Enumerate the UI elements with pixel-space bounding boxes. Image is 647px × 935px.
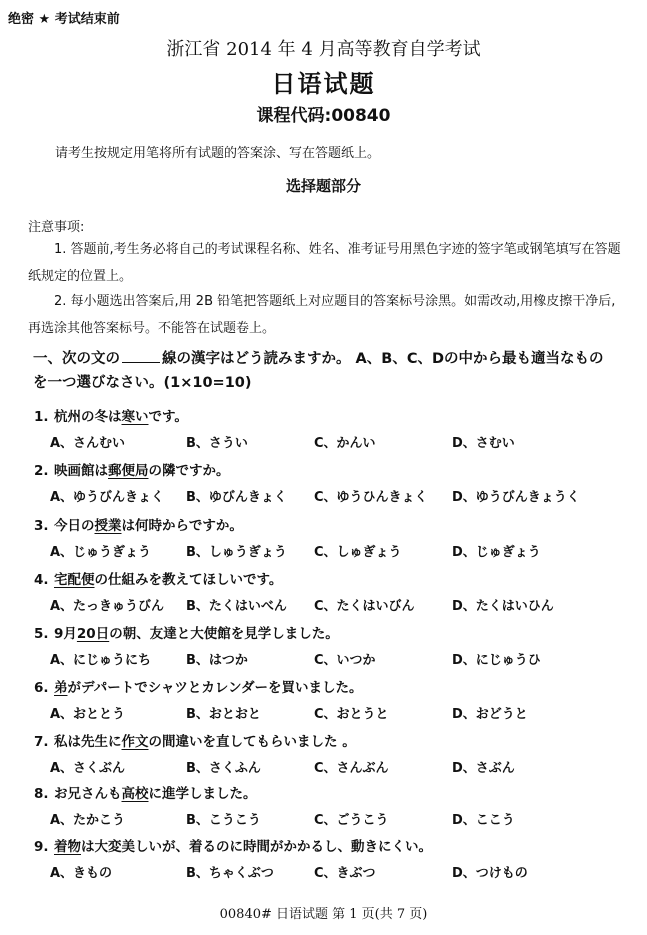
option-d: D、ここう: [452, 813, 515, 828]
option-b: B、しゅうぎょう: [186, 545, 287, 560]
question-6: [34, 676, 363, 696]
underlined-kanji: 着物: [54, 839, 81, 855]
option-c: C、しゅぎょう: [314, 545, 402, 560]
question-text-pre: 映画館は: [54, 463, 108, 479]
underlined-kanji: 20日: [76, 626, 110, 642]
question-text-pre: 今日の: [54, 518, 95, 534]
option-c: C、おとうと: [314, 707, 389, 722]
option-c: C、きぶつ: [314, 866, 376, 881]
option-b: B、こうこう: [186, 813, 261, 828]
notes-heading: 注意事项:: [28, 220, 85, 235]
option-a: A、たっきゅうびん: [50, 599, 165, 614]
option-b: B、おとおと: [186, 707, 261, 722]
course-code: 课程代码:00840: [256, 106, 391, 126]
option-d: D、たくはいひん: [452, 599, 554, 614]
underlined-kanji: 授業: [94, 518, 122, 534]
question-number: 3.: [34, 518, 49, 534]
underlined-kanji: 宅配便: [54, 572, 95, 588]
option-b: B、さくふん: [186, 761, 261, 776]
option-b: B、たくはいべん: [186, 599, 287, 614]
question-number: 8.: [34, 786, 49, 802]
underlined-kanji: 高校: [121, 786, 149, 802]
question-text-pre: 私は先生に: [54, 734, 122, 750]
question-text-post: です。: [148, 409, 188, 425]
option-c: C、ゆうひんきょく: [314, 490, 428, 505]
option-d: D、ゆうびんきょうく: [452, 490, 580, 505]
question-text-post: がデパートでシャツとカレンダーを買いました。: [67, 680, 363, 696]
part1-prefix: 一、次の文の: [33, 351, 120, 367]
part1-instruction-line1: [33, 347, 604, 368]
underlined-kanji: 郵便局: [108, 463, 149, 479]
question-number: 6.: [34, 680, 49, 696]
question-text-post: は大変美しいが、着るのに時間がかかるし、動きにくい。: [81, 839, 432, 855]
question-number: 5.: [34, 626, 49, 642]
question-text-post: の隣ですか。: [148, 463, 230, 479]
option-d: D、さむい: [452, 436, 515, 451]
option-a: A、おととう: [50, 707, 126, 722]
question-1: [34, 405, 188, 425]
option-c: C、さんぶん: [314, 761, 389, 776]
page-footer: 00840# 日语试题 第 1 页(共 7 页): [219, 907, 428, 922]
question-text-pre: 杭州の冬は: [54, 409, 122, 425]
part1-instruction-line2: を一つ選びなさい。(1×10=10): [33, 375, 252, 391]
question-number: 4.: [34, 572, 49, 588]
question-8: [34, 782, 257, 802]
question-3: [34, 514, 243, 534]
option-c: C、ごうこう: [314, 813, 389, 828]
confidential-label: 绝密 ★ 考试结束前: [8, 12, 120, 27]
question-number: 7.: [34, 734, 49, 750]
question-text-post: は何時からですか。: [121, 518, 243, 534]
question-number: 9.: [34, 839, 49, 855]
option-a: A、さんむい: [50, 436, 126, 451]
question-9: [34, 835, 432, 855]
subject-title: 日语试题: [271, 70, 376, 98]
underlined-kanji: 弟: [54, 680, 68, 696]
question-number: 1.: [34, 409, 49, 425]
question-text-post: の仕組みを教えてほしいです。: [94, 572, 283, 588]
option-d: D、じゅぎょう: [452, 545, 541, 560]
option-d: D、おどうと: [452, 707, 528, 722]
option-a: A、じゅうぎょう: [50, 545, 152, 560]
option-d: D、にじゅうひ: [452, 653, 541, 668]
question-4: [34, 568, 282, 588]
option-a: A、きもの: [50, 866, 113, 881]
question-text-pre: 9月: [54, 626, 77, 642]
underline-blank: [122, 350, 160, 363]
question-text-post: に進学しました。: [148, 786, 257, 802]
option-a: A、にじゅうにち: [50, 653, 152, 668]
option-b: B、ちゃくぶつ: [186, 866, 274, 881]
option-a: A、ゆうびんきょく: [50, 490, 165, 505]
option-b: B、ゆびんきょく: [186, 490, 287, 505]
option-d: D、つけもの: [452, 866, 528, 881]
note-item-1: 1. 答题前,考生务必将自己的考试课程名称、姓名、准考证号用黑色字迹的签字笔或钢笔填写在答题纸规定的位置上。: [28, 242, 621, 284]
part1-suffix: 線の漢字はどう読みますか。 A、B、C、Dの中から最も適当なもの: [162, 351, 604, 367]
option-d: D、さぶん: [452, 761, 515, 776]
option-c: C、かんい: [314, 436, 376, 451]
question-text-post: の朝、友達と大使館を見学しました。: [109, 626, 339, 642]
option-a: A、さくぶん: [50, 761, 126, 776]
option-c: C、たくはいびん: [314, 599, 415, 614]
option-b: B、はつか: [186, 653, 248, 668]
section-title: 选择题部分: [285, 177, 361, 195]
option-c: C、いつか: [314, 653, 376, 668]
question-7: [34, 730, 356, 750]
question-text-pre: お兄さんも: [54, 786, 122, 802]
exam-title: 浙江省 2014 年 4 月高等教育自学考试: [166, 39, 481, 60]
note-item-2: 2. 每小题选出答案后,用 2B 铅笔把答题纸上对应题目的答案标号涂黑。如需改动,用橡皮擦干净后,再选涂其他答案标号。不能答在试题卷上。: [28, 294, 616, 336]
question-5: [34, 622, 339, 642]
underlined-kanji: 寒い: [121, 409, 149, 425]
answer-instruction: 请考生按规定用笔将所有试题的答案涂、写在答题纸上。: [55, 146, 381, 161]
question-text-post: の間違いを直してもらいました 。: [148, 734, 356, 750]
question-2: [34, 459, 230, 479]
option-b: B、さうい: [186, 436, 248, 451]
underlined-kanji: 作文: [121, 734, 149, 750]
question-number: 2.: [34, 463, 49, 479]
option-a: A、たかこう: [50, 813, 126, 828]
